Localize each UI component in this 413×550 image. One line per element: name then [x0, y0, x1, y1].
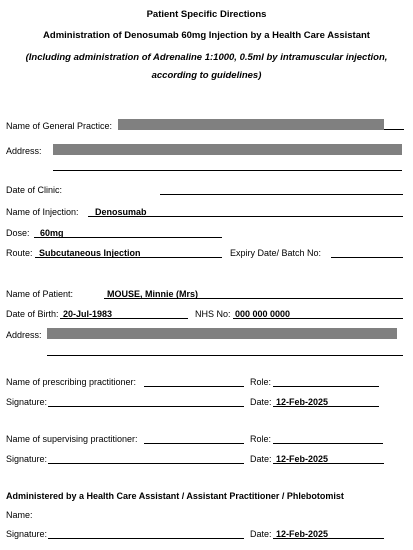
- nhs-line: [233, 318, 403, 319]
- supervisor-date-line: [273, 463, 384, 464]
- expiry-label: Expiry Date/ Batch No:: [230, 248, 322, 258]
- clinic-date-line[interactable]: [160, 194, 403, 195]
- dose-line: [34, 237, 222, 238]
- administered-date-value: 12-Feb-2025: [276, 529, 329, 539]
- dose-label: Dose:: [6, 228, 30, 238]
- gp-line: [384, 129, 404, 130]
- route-value: Subcutaneous Injection: [39, 248, 141, 258]
- practice-address-line-2: [53, 170, 402, 171]
- patient-address-line-2: [47, 355, 403, 356]
- supervisor-signature-label: Signature:: [6, 454, 48, 464]
- prescriber-signature-label: Signature:: [6, 397, 48, 407]
- prescriber-role-line[interactable]: [273, 386, 379, 387]
- prescriber-date-label: Date:: [250, 397, 272, 407]
- administered-signature-label: Signature:: [6, 529, 48, 539]
- supervisor-date-label: Date:: [250, 454, 272, 464]
- dob-line: [60, 318, 188, 319]
- prescriber-date-value: 12-Feb-2025: [276, 397, 329, 407]
- prescriber-date-line: [273, 406, 379, 407]
- clinic-date-label: Date of Clinic:: [6, 185, 63, 195]
- supervisor-role-label: Role:: [250, 434, 272, 444]
- prescriber-name-label: Name of prescribing practitioner:: [6, 377, 137, 387]
- patient-address-redacted-field: [47, 328, 397, 339]
- injection-line: [88, 216, 403, 217]
- prescriber-name-line[interactable]: [144, 386, 244, 387]
- supervisor-name-line[interactable]: [144, 443, 244, 444]
- dob-value: 20-Jul-1983: [63, 309, 113, 319]
- dob-label: Date of Birth:: [6, 309, 59, 319]
- administered-date-line: [273, 538, 384, 539]
- route-line: [35, 257, 222, 258]
- practice-address-redacted-field: [53, 144, 402, 155]
- administered-signature-line[interactable]: [48, 538, 244, 539]
- gp-label: Name of General Practice:: [6, 121, 113, 131]
- patient-name-label: Name of Patient:: [6, 289, 74, 299]
- injection-label: Name of Injection:: [6, 207, 79, 217]
- dose-value: 60mg: [40, 228, 64, 238]
- supervisor-date-value: 12-Feb-2025: [276, 454, 329, 464]
- page-subtitle: Administration of Denosumab 60mg Injection by a Health Care Assistant: [43, 30, 370, 41]
- nhs-label: NHS No:: [195, 309, 231, 319]
- gp-redacted-field: [118, 119, 384, 130]
- prescriber-signature-line[interactable]: [48, 406, 244, 407]
- administered-name-label: Name:: [6, 510, 33, 520]
- patient-name-line: [104, 298, 403, 299]
- page-title: Patient Specific Directions: [146, 9, 267, 20]
- injection-value: Denosumab: [95, 207, 147, 217]
- patient-name-value: MOUSE, Minnie (Mrs): [107, 289, 199, 299]
- route-label: Route:: [6, 248, 33, 258]
- adrenaline-note-line-1: (Including administration of Adrenaline 1:1000, 0.5ml by intramuscular injection,: [25, 52, 388, 63]
- administered-date-label: Date:: [250, 529, 272, 539]
- practice-address-label: Address:: [6, 146, 42, 156]
- administered-heading: Administered by a Health Care Assistant / Assistant Practitioner / Phlebotomist: [6, 491, 344, 501]
- adrenaline-note-line-2: according to guidelines): [151, 70, 262, 81]
- expiry-line[interactable]: [331, 257, 403, 258]
- supervisor-name-label: Name of supervising practitioner:: [6, 434, 138, 444]
- supervisor-role-line[interactable]: [273, 443, 383, 444]
- nhs-value: 000 000 0000: [235, 309, 291, 319]
- prescriber-role-label: Role:: [250, 377, 272, 387]
- patient-address-label: Address:: [6, 330, 42, 340]
- supervisor-signature-line[interactable]: [48, 463, 244, 464]
